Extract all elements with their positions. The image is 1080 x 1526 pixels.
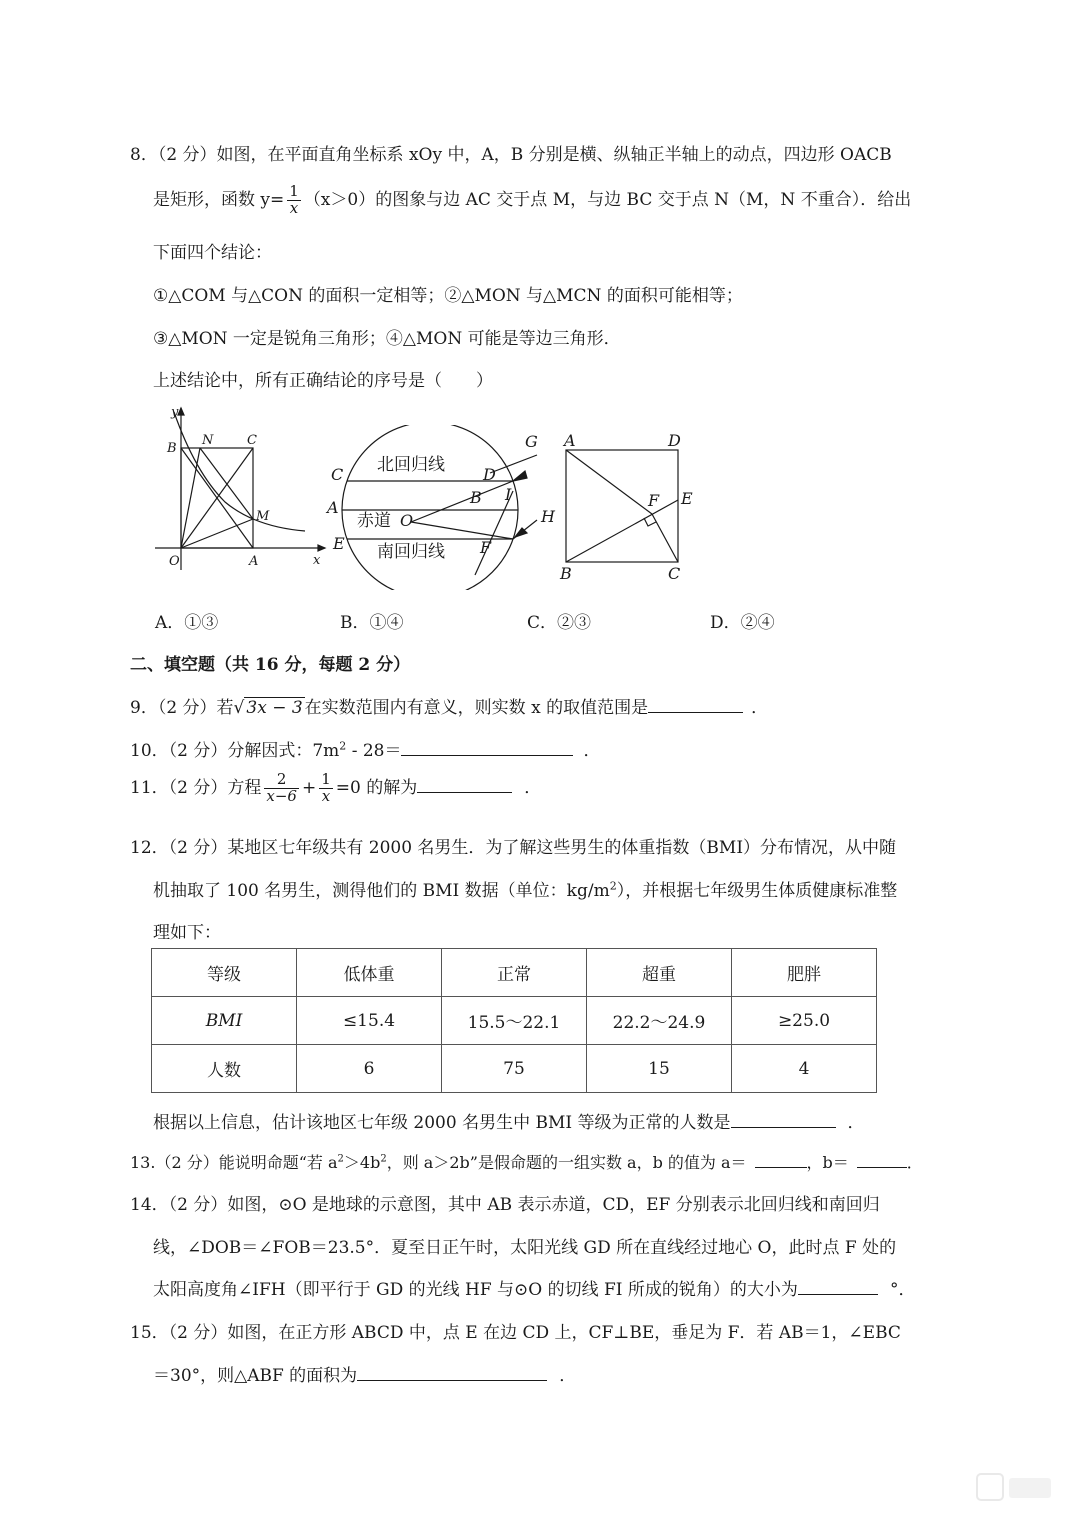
table-cell: 超重 bbox=[587, 949, 732, 997]
table-cell: BMI bbox=[152, 997, 297, 1045]
table-row bbox=[152, 997, 877, 1045]
fig1-label-N: N bbox=[202, 433, 214, 448]
q13-sup2: 2 bbox=[380, 1153, 387, 1165]
bmi-table bbox=[151, 948, 877, 1093]
fig1-label-x: x bbox=[313, 553, 321, 568]
q12-end: ． bbox=[847, 1113, 865, 1133]
q8-line2-a: 是矩形，函数 y= bbox=[153, 189, 285, 210]
q13-text-a: 13.（2 分）能说明命题“若 a bbox=[130, 1153, 338, 1172]
q15-end: ． bbox=[559, 1366, 577, 1386]
q14-end: °． bbox=[889, 1280, 916, 1300]
q14-line3 bbox=[153, 1275, 915, 1300]
q10-text-a: 10．（2 分）分解因式：7m bbox=[130, 741, 340, 761]
fig3-label-D: D bbox=[668, 431, 681, 450]
fig3-label-E: E bbox=[681, 489, 693, 508]
sun-ray-GD bbox=[490, 455, 537, 473]
fig2-label-D: D bbox=[483, 465, 496, 484]
q15-answer-blank[interactable] bbox=[357, 1366, 547, 1381]
q11-line bbox=[130, 772, 541, 805]
q12-line1: 12．（2 分）某地区七年级共有 2000 名男生．为了解这些男生的体重指数（BMI）分布情况，从中随 bbox=[130, 838, 897, 858]
fig2-label-C: C bbox=[331, 465, 344, 484]
table-row bbox=[152, 1045, 877, 1093]
fig2-label-F: F bbox=[480, 538, 492, 557]
fig1-label-B: B bbox=[167, 441, 177, 456]
fig1-label-M: M bbox=[256, 509, 270, 524]
square-ABCD bbox=[566, 450, 678, 562]
table-cell: 22.2～24.9 bbox=[587, 997, 732, 1045]
q14-line3-text: 太阳高度角∠IFH（即平行于 GD 的光线 HF 与⊙O 的切线 FI 所成的锐角）的大小为 bbox=[153, 1280, 798, 1300]
q8-option-a: A．①③ bbox=[155, 613, 219, 633]
fig2-label-H: H bbox=[541, 507, 555, 526]
table-cell: 6 bbox=[297, 1045, 442, 1093]
table-cell: 15 bbox=[587, 1045, 732, 1093]
q11-text-b: =0 的解为 bbox=[335, 777, 418, 798]
fig2-label-I: I bbox=[505, 485, 512, 504]
q13-answer-b-blank[interactable] bbox=[857, 1153, 907, 1168]
q10-end: ． bbox=[583, 741, 601, 761]
q12-answer-blank[interactable] bbox=[731, 1113, 836, 1128]
watermark-logo-icon bbox=[975, 1468, 1055, 1506]
q9-radicand: 3x − 3 bbox=[246, 698, 303, 718]
fig2-label-B: B bbox=[470, 488, 482, 507]
q8-line2 bbox=[153, 184, 911, 217]
fig3-label-C: C bbox=[668, 564, 681, 583]
segment-OD bbox=[411, 481, 513, 522]
fig3-label-A: A bbox=[564, 431, 576, 450]
figure-earth-circle bbox=[325, 425, 565, 590]
fig2-label-north-tropic: 北回归线 bbox=[377, 455, 445, 475]
q8-option-d: D．②④ bbox=[710, 613, 775, 633]
q12-line2-b: ），并根据七年级男生体质健康标准整 bbox=[616, 881, 898, 901]
section-heading: 二、填空题（共 16 分，每题 2 分） bbox=[130, 655, 411, 675]
q14-line2: 线，∠DOB＝∠FOB＝23.5°．夏至日正午时，太阳光线 GD 所在直线经过地心 O，此时点 F 处的 bbox=[153, 1238, 897, 1258]
q8-line6: 上述结论中，所有正确结论的序号是（ ） bbox=[153, 371, 493, 391]
q9-answer-blank[interactable] bbox=[648, 698, 743, 713]
hyperbola-curve bbox=[174, 412, 305, 531]
q11-frac2-den: x bbox=[321, 786, 331, 805]
q8-line3: 下面四个结论： bbox=[153, 243, 272, 263]
q9-sqrt: √ 3x − 3 bbox=[233, 698, 303, 718]
ray-GD-arrow bbox=[513, 471, 527, 481]
table-cell: 4 bbox=[732, 1045, 877, 1093]
table-cell: 75 bbox=[442, 1045, 587, 1093]
q11-text-a: 11．（2 分）方程 bbox=[130, 777, 262, 798]
figure-coordinate-rectangle bbox=[145, 402, 330, 572]
fig1-label-y: y bbox=[171, 405, 179, 420]
q13-text-b: ＞4b bbox=[343, 1153, 381, 1172]
fig2-label-equator: 赤道 bbox=[357, 511, 391, 531]
q11-end: ． bbox=[524, 777, 542, 798]
q9-text-b: 在实数范围内有意义，则实数 x 的取值范围是 bbox=[304, 698, 649, 718]
q12-line2 bbox=[153, 876, 897, 901]
q11-answer-blank[interactable] bbox=[417, 778, 512, 793]
q10-text-b: - 28＝ bbox=[346, 741, 402, 761]
q13-line bbox=[130, 1150, 923, 1173]
table-cell: 等级 bbox=[152, 949, 297, 997]
q10-line bbox=[130, 736, 600, 761]
q13-text-d: ，b＝ bbox=[806, 1153, 849, 1172]
segment-AF bbox=[566, 450, 652, 514]
q12-line2-a: 机抽取了 100 名男生，测得他们的 BMI 数据（单位：kg/m bbox=[153, 881, 610, 901]
q13-text-c: ，则 a＞2b”是假命题的一组实数 a，b 的值为 a＝ bbox=[386, 1153, 747, 1172]
q10-sup: 2 bbox=[339, 739, 347, 753]
fig2-label-E: E bbox=[333, 534, 345, 553]
q11-frac2 bbox=[319, 772, 333, 805]
fig3-label-F: F bbox=[648, 491, 660, 510]
table-cell: 人数 bbox=[152, 1045, 297, 1093]
segment-ON bbox=[181, 448, 200, 548]
q11-frac1 bbox=[264, 772, 299, 805]
q11-frac2-num: 1 bbox=[321, 770, 331, 788]
fig3-label-B: B bbox=[560, 564, 572, 583]
q13-answer-a-blank[interactable] bbox=[755, 1153, 807, 1168]
q8-line2-b: （x＞0）的图象与边 AC 交于点 M，与边 BC 交于点 N（M，N 不重合）．给出 bbox=[303, 189, 912, 210]
q8-fraction bbox=[287, 184, 301, 217]
fig2-label-south-tropic: 南回归线 bbox=[377, 542, 445, 562]
q8-frac-den: x bbox=[289, 198, 299, 217]
q8-option-c: C．②③ bbox=[527, 613, 592, 633]
q8-option-b: B．①④ bbox=[340, 613, 404, 633]
q9-line bbox=[130, 693, 768, 718]
q12-after-text: 根据以上信息，估计该地区七年级 2000 名男生中 BMI 等级为正常的人数是 bbox=[153, 1113, 731, 1133]
fig1-label-A: A bbox=[249, 554, 259, 569]
q11-plus: + bbox=[301, 777, 317, 798]
segment-FC bbox=[652, 514, 678, 562]
q15-line2 bbox=[153, 1361, 576, 1386]
q14-answer-blank[interactable] bbox=[798, 1280, 878, 1295]
table-cell: 正常 bbox=[442, 949, 587, 997]
table-cell: 低体重 bbox=[297, 949, 442, 997]
fig2-label-O: O bbox=[400, 511, 414, 530]
earth-circle bbox=[342, 425, 518, 590]
fig2-label-G: G bbox=[525, 432, 538, 451]
q12-after-line bbox=[153, 1108, 865, 1133]
q8-frac-num: 1 bbox=[289, 182, 299, 200]
table-row bbox=[152, 949, 877, 997]
q10-answer-blank[interactable] bbox=[401, 741, 573, 756]
q9-text-a: 9．（2 分）若 bbox=[130, 698, 234, 718]
y-axis-arrow bbox=[178, 408, 184, 415]
q12-line3: 理如下： bbox=[153, 923, 221, 943]
x-axis-arrow bbox=[318, 545, 325, 551]
fig1-label-C: C bbox=[247, 433, 257, 448]
fig2-label-A: A bbox=[327, 498, 339, 517]
table-cell: 肥胖 bbox=[732, 949, 877, 997]
q13-sup1: 2 bbox=[337, 1153, 344, 1165]
table-cell: ≤15.4 bbox=[297, 997, 442, 1045]
table-cell: ≥25.0 bbox=[732, 997, 877, 1045]
table-cell: 15.5～22.1 bbox=[442, 997, 587, 1045]
q14-line1: 14．（2 分）如图，⊙O 是地球的示意图，其中 AB 表示赤道，CD，EF 分别表示北回归线和南回归 bbox=[130, 1195, 880, 1215]
q11-frac1-num: 2 bbox=[264, 772, 299, 789]
q11-frac1-den: x−6 bbox=[266, 786, 297, 805]
q8-line1: 8．（2 分）如图，在平面直角坐标系 xOy 中，A，B 分别是横、纵轴正半轴上的动点，四边形 OACB bbox=[130, 145, 892, 165]
q12-line2-sup: 2 bbox=[609, 879, 617, 893]
fig1-label-O: O bbox=[169, 554, 180, 569]
q15-line1: 15．（2 分）如图，在正方形 ABCD 中，点 E 在边 CD 上，CF⊥BE，垂足为 F．若 AB＝1，∠EBC bbox=[130, 1323, 901, 1343]
q15-line2-text: ＝30°，则△ABF 的面积为 bbox=[153, 1366, 358, 1386]
q8-line4: ①△COM 与△CON 的面积一定相等；②△MON 与△MCN 的面积可能相等； bbox=[153, 286, 743, 306]
figure-square bbox=[552, 428, 702, 586]
q13-end: ． bbox=[906, 1153, 923, 1172]
q9-end: ． bbox=[751, 698, 769, 718]
q8-line5: ③△MON 一定是锐角三角形；④△MON 可能是等边三角形． bbox=[153, 329, 621, 349]
